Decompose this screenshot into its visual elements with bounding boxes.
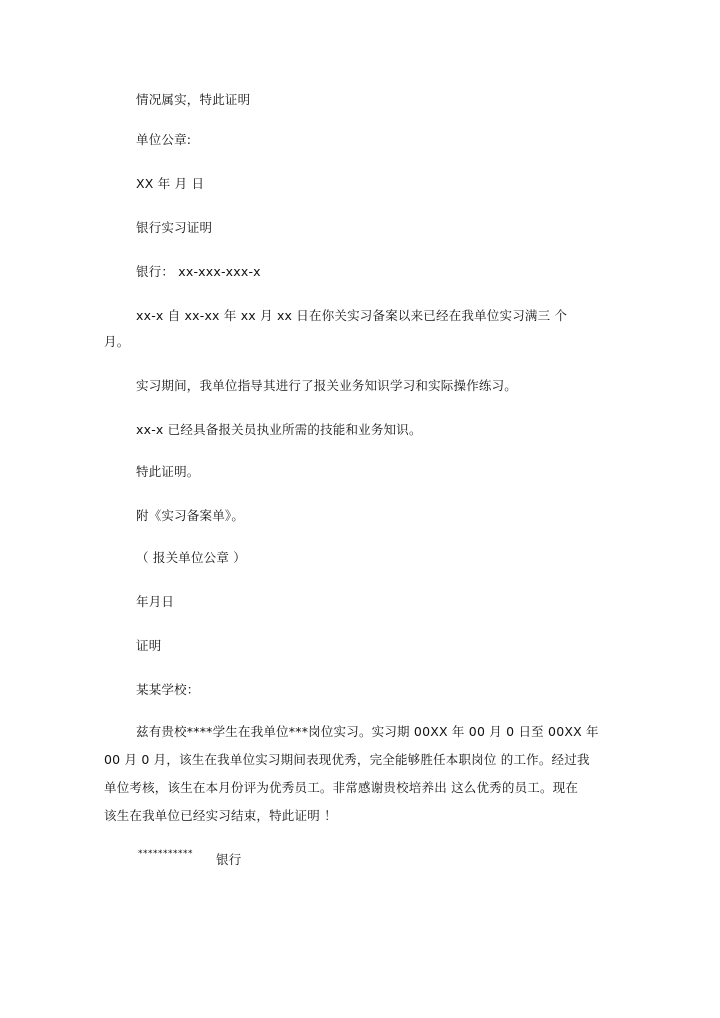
attachment-line: 附《实习备案单》。 [136, 508, 245, 523]
unit-seal-label: 单位公章: [136, 132, 192, 147]
bank-certificate-title: 银行实习证明 [136, 220, 213, 235]
training-line: 实习期间，我单位指导其进行了报关业务知识学习和实际操作练习。 [136, 378, 518, 393]
bank-line: 银行： xx-xxx-xxx-x [136, 264, 261, 279]
signature-bank: 银行 [216, 852, 242, 867]
paragraph-line-2: 00 月 0 月，该生在我单位实习期间表现优秀，完全能够胜任本职岗位 的工作。经过我 [104, 752, 590, 767]
certificate-title: 证明 [136, 638, 162, 653]
paragraph-line-1: 兹有贵校****学生在我单位***岗位实习。实习期 00XX 年 00 月 0 日至 00XX 年 [136, 724, 599, 739]
qualification-line: xx-x 已经具备报关员执业所需的技能和业务知识。 [136, 422, 422, 437]
internship-period-line: xx-x 自 xx-xx 年 xx 月 xx 日在你关实习备案以来已经在我单位实习满三 个 [136, 308, 568, 323]
internship-period-line-cont: 月。 [104, 334, 130, 349]
school-salutation: 某某学校： [136, 682, 200, 697]
signature-stars: *********** [138, 849, 193, 859]
paragraph-line-4: 该生在我单位已经实习结束，特此证明 ！ [104, 808, 337, 823]
paragraph-line-3: 单位考核，该生在本月份评为优秀员工。非常感谢贵校培养出 这么优秀的员工。现在 [104, 780, 579, 795]
certify-line: 特此证明。 [136, 464, 200, 479]
date-line: XX 年 月 日 [136, 176, 205, 191]
date-line-2: 年月日 [136, 594, 175, 609]
customs-seal-line: （ 报关单位公章 ） [136, 550, 246, 565]
statement-line: 情况属实，特此证明 [136, 92, 251, 107]
